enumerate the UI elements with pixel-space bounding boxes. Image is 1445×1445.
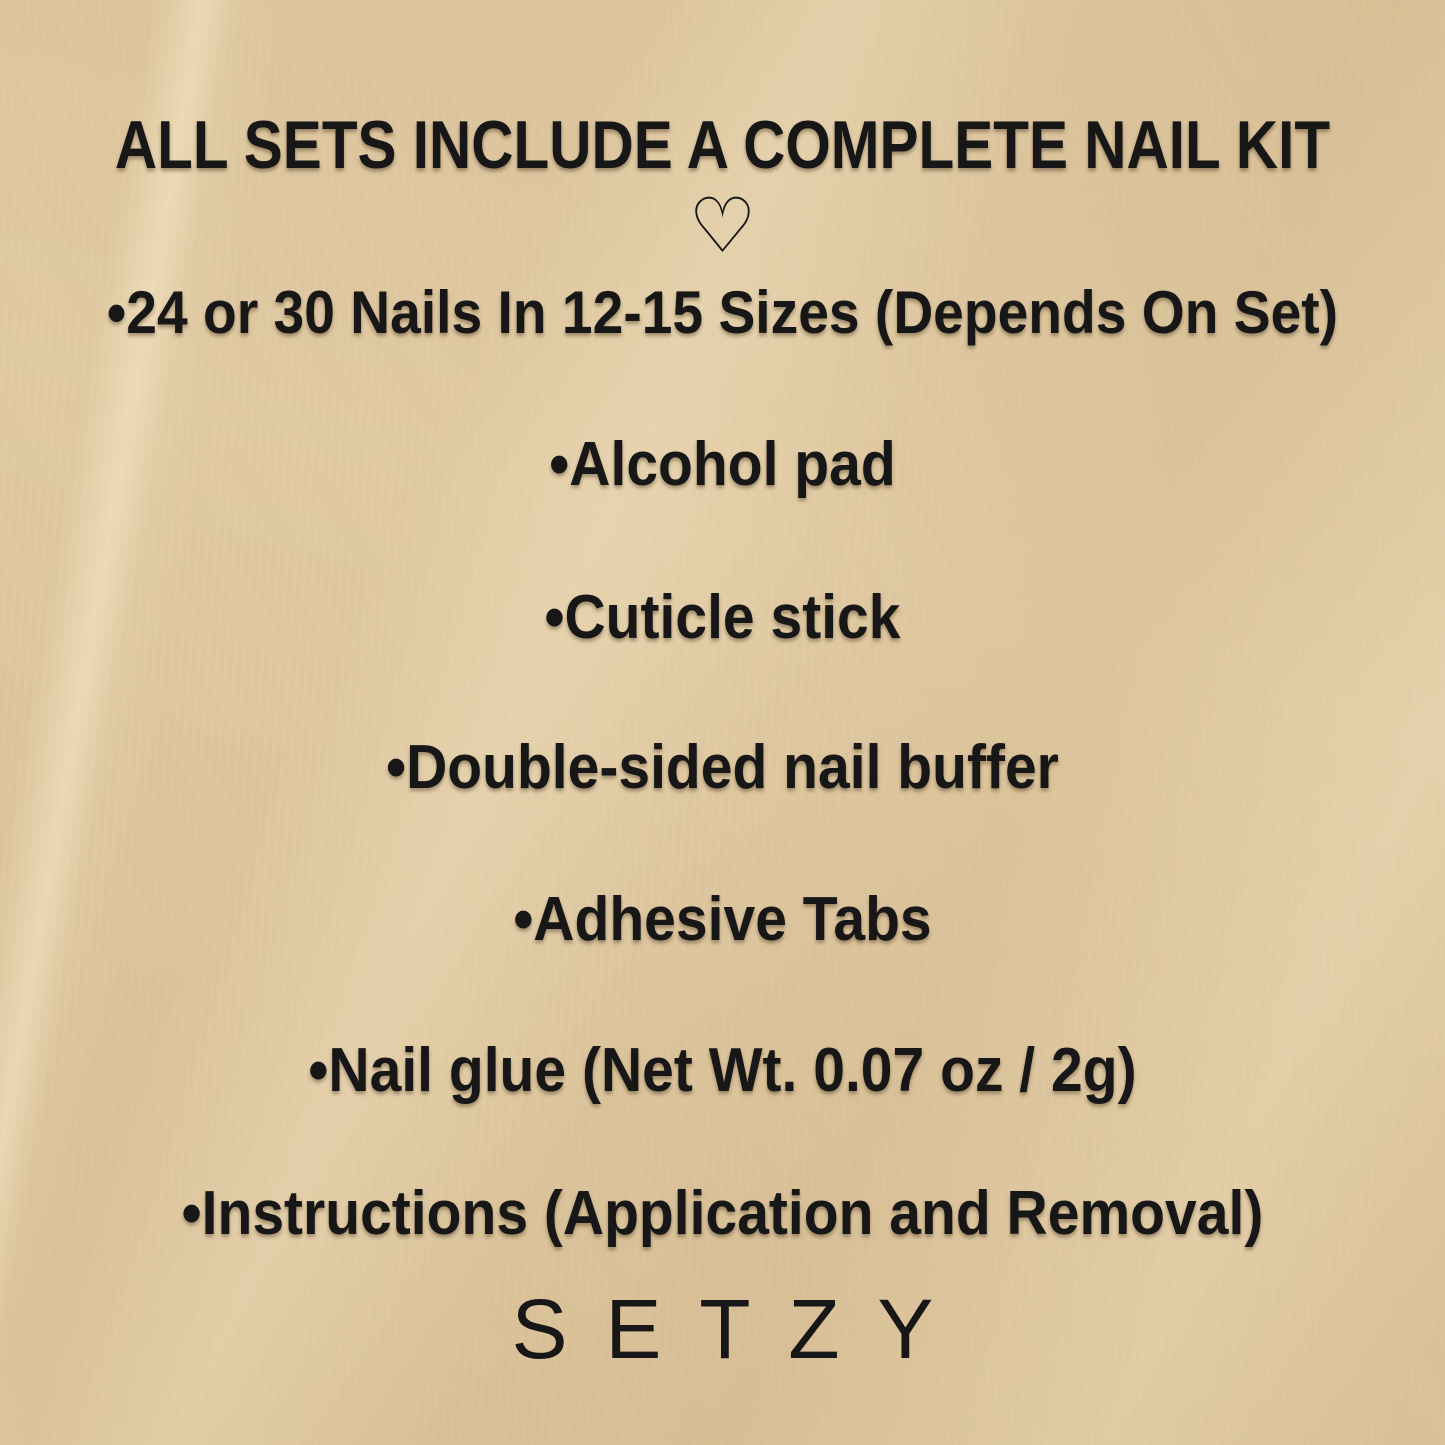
- kit-item-cuticle-stick: •Cuticle stick: [544, 583, 901, 652]
- kit-title: ALL SETS INCLUDE A COMPLETE NAIL KIT: [114, 107, 1331, 183]
- kit-item-adhesive-tabs: •Adhesive Tabs: [513, 885, 932, 954]
- brand-logo: SETZY: [511, 1282, 972, 1376]
- kit-item-alcohol-pad: •Alcohol pad: [549, 430, 896, 499]
- kit-item-nail-glue: •Nail glue (Net Wt. 0.07 oz / 2g): [308, 1036, 1137, 1105]
- kit-item-nail-count: •24 or 30 Nails In 12-15 Sizes (Depends On Set): [106, 279, 1339, 346]
- kit-item-instructions: •Instructions (Application and Removal): [181, 1179, 1264, 1248]
- kit-item-nail-buffer: •Double-sided nail buffer: [386, 733, 1059, 802]
- heart-icon: ♡: [688, 181, 757, 270]
